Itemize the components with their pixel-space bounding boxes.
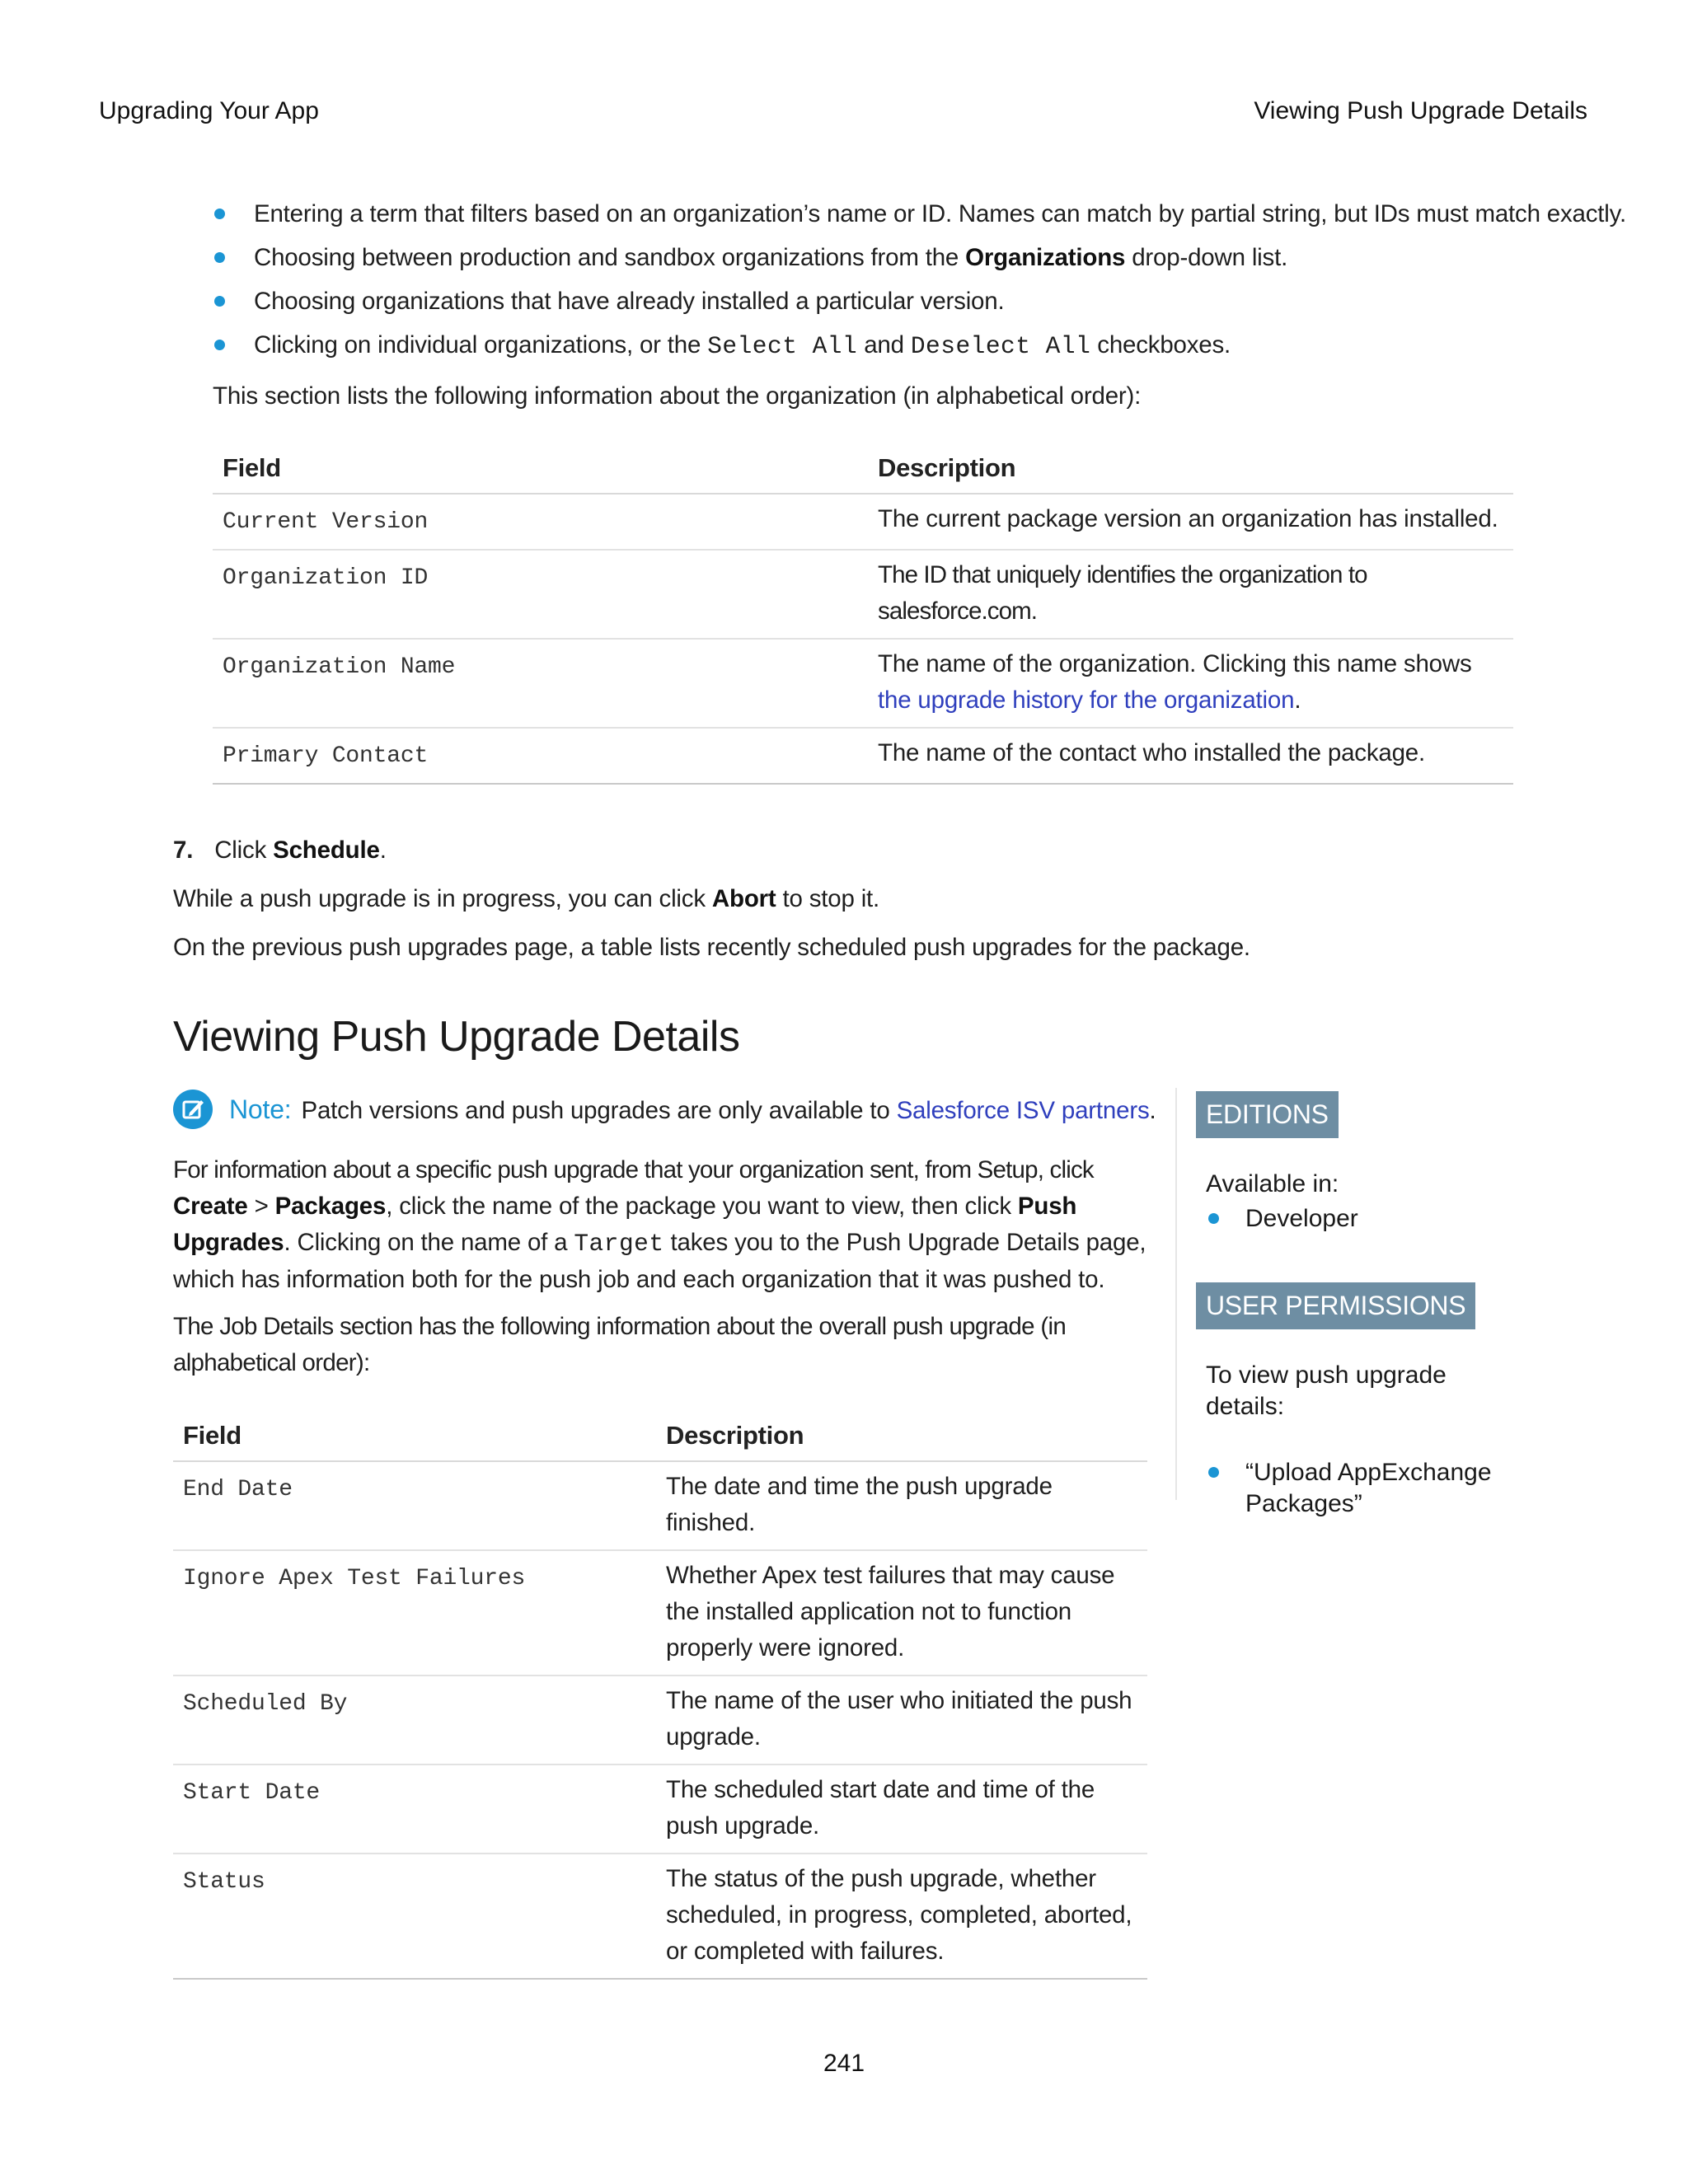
previous-page-paragraph: On the previous push upgrades page, a table lists recently scheduled push upgrades for the package. — [173, 934, 1250, 961]
field-description: The name of the contact who installed the package. — [868, 728, 1513, 784]
ui-term: Organizations — [965, 244, 1126, 271]
ui-term: Schedule — [273, 837, 380, 864]
push-upgrade-info-paragraph: For information about a specific push upgrade that your organization sent, from Setup, click Create > Packages, click the name of the package you want to view, then click Push Upgrades. Clicking on the name of a Target takes you to the Push Upgrade Details page, which has information both for the push job and each organization that it was pushed to. — [173, 1156, 1146, 1293]
field-name: Ignore Apex Test Failures — [173, 1550, 656, 1675]
table-row — [213, 639, 1513, 728]
field-name: Status — [173, 1854, 656, 1979]
note-callout: Note: Patch versions and push upgrades are only available to Salesforce ISV partners. — [173, 1091, 1156, 1132]
sidebar-divider — [1175, 1088, 1177, 1500]
bullet-icon — [214, 296, 225, 307]
table-row — [173, 1854, 1147, 1979]
column-header-field: Field — [213, 443, 868, 494]
bullet-icon — [1208, 1467, 1219, 1478]
table-row — [173, 1461, 1147, 1550]
user-permissions-tag: USER PERMISSIONS — [1196, 1282, 1475, 1329]
column-header-description: Description — [656, 1411, 1147, 1461]
table-row — [173, 1550, 1147, 1675]
available-in-label: Available in: — [1206, 1170, 1339, 1197]
column-header-description: Description — [868, 443, 1513, 494]
edition-item: Developer — [1206, 1203, 1688, 1235]
field-name: Organization Name — [213, 639, 868, 728]
edit-note-icon — [173, 1090, 213, 1129]
step-number: 7. — [173, 837, 194, 864]
field-name: Current Version — [213, 494, 868, 550]
ui-term: Push Upgrades — [173, 1193, 1077, 1256]
job-details-table — [173, 1411, 1147, 1980]
code-term: Target — [574, 1230, 664, 1258]
table-row — [173, 1675, 1147, 1765]
permission-description: To view push upgrade details: — [1206, 1361, 1447, 1420]
field-name: Primary Contact — [213, 728, 868, 784]
table-intro: This section lists the following information about the organization (in alphabetical order): — [213, 382, 1142, 410]
list-item: Clicking on individual organizations, or the Select All and Deselect All checkboxes. — [213, 327, 1548, 371]
field-description: The scheduled start date and time of the push upgrade. — [656, 1765, 1147, 1854]
field-description: The date and time the push upgrade finished. — [656, 1461, 1147, 1550]
code-term: Deselect All — [910, 332, 1091, 360]
note-label: Note: — [229, 1094, 292, 1124]
field-description: The ID that uniquely identifies the organization to salesforce.com. — [868, 550, 1513, 639]
permission-item: “Upload AppExchange Packages” — [1206, 1457, 1542, 1520]
field-name: Organization ID — [213, 550, 868, 639]
list-item: Entering a term that filters based on an organization’s name or ID. Names can match by partial string, but IDs must match exactly. — [213, 196, 1548, 240]
running-header-chapter: Upgrading Your App — [99, 97, 319, 124]
upgrade-history-link[interactable]: the upgrade history for the organization — [878, 687, 1295, 714]
ui-term: Abort — [711, 885, 776, 912]
editions-tag: EDITIONS — [1196, 1091, 1339, 1138]
field-description: Whether Apex test failures that may cause the installed application not to function properly were ignored. — [656, 1550, 1147, 1675]
job-details-paragraph: The Job Details section has the following information about the overall push upgrade (in alphabetical order): — [173, 1313, 1067, 1376]
table-row — [213, 728, 1513, 784]
list-item: Choosing between production and sandbox organizations from the Organizations drop-down list. — [213, 240, 1548, 284]
bullet-icon — [214, 252, 225, 263]
bullet-icon — [214, 340, 225, 350]
field-description: The status of the push upgrade, whether scheduled, in progress, completed, aborted, or completed with failures. — [656, 1854, 1147, 1979]
field-description: The name of the user who initiated the push upgrade. — [656, 1675, 1147, 1765]
table-row — [213, 494, 1513, 550]
abort-paragraph: While a push upgrade is in progress, you can click Abort to stop it. — [173, 885, 880, 912]
table-row — [173, 1765, 1147, 1854]
running-header-section: Viewing Push Upgrade Details — [1254, 97, 1587, 124]
code-term: Select All — [707, 332, 858, 360]
field-name: Start Date — [173, 1765, 656, 1854]
organization-fields-table — [213, 443, 1513, 785]
step-schedule: 7. Click Schedule. — [173, 837, 387, 864]
field-description: The name of the organization. Clicking this name shows the upgrade history for the organization. — [868, 639, 1513, 728]
field-description: The current package version an organization has installed. — [868, 494, 1513, 550]
page-number: 241 — [823, 2050, 865, 2077]
field-name: End Date — [173, 1461, 656, 1550]
isv-partners-link[interactable]: Salesforce ISV partners — [896, 1097, 1150, 1124]
list-item: Choosing organizations that have already installed a particular version. — [213, 284, 1548, 327]
table-row — [213, 550, 1513, 639]
bullet-icon — [214, 209, 225, 219]
ui-term: Packages — [274, 1193, 387, 1220]
bullet-icon — [1208, 1213, 1219, 1224]
field-name: Scheduled By — [173, 1675, 656, 1765]
section-title: Viewing Push Upgrade Details — [173, 1013, 740, 1061]
column-header-field: Field — [173, 1411, 656, 1461]
filter-options-list — [213, 196, 1627, 371]
ui-term: Create — [173, 1193, 248, 1220]
